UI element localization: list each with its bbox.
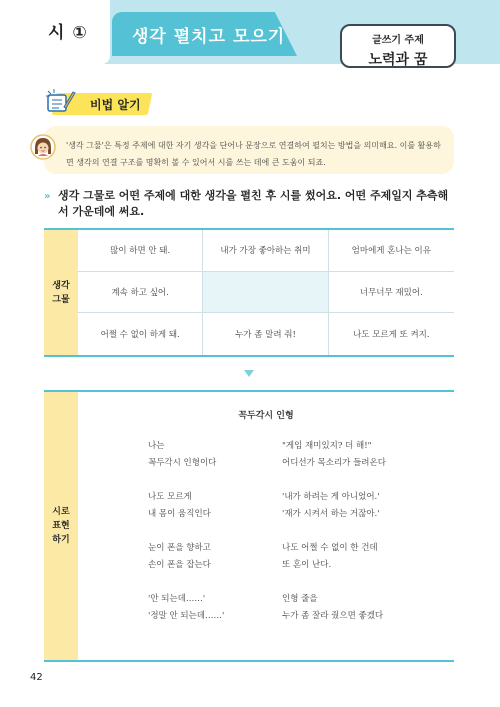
poem-line: 내 몸이 움직인다 xyxy=(148,509,211,519)
poem-stanza xyxy=(282,489,412,523)
thought-web-cell: 너무너무 재밌어. xyxy=(329,272,454,314)
thought-web-cell: 엄마에게 혼나는 이유 xyxy=(329,230,454,272)
poem-line: '정말 안 되는데……' xyxy=(148,611,225,621)
poem-line: '재가 시켜서 하는 거잖아.' xyxy=(282,509,380,519)
thought-web-cell: 계속 하고 싶어. xyxy=(78,272,203,314)
thought-web-center-answer-cell[interactable] xyxy=(203,272,328,314)
poem-line: 손이 폰을 잡는다 xyxy=(148,560,211,570)
poem-line: 꼭두각시 인형이다 xyxy=(148,458,217,468)
thought-web-cell: 누가 좀 말려 줘! xyxy=(203,313,328,355)
thought-web-cell: 어쩔 수 없이 하게 돼. xyxy=(78,313,203,355)
poem-right-column xyxy=(282,438,412,642)
poem-line: 눈이 폰을 향하고 xyxy=(148,543,211,553)
thought-web-side-header xyxy=(44,230,78,355)
poem-line: 나도 어쩔 수 없이 한 건데 xyxy=(282,543,378,553)
poem-stanza xyxy=(148,489,278,523)
notebook-pencil-icon xyxy=(44,87,76,115)
thought-web-table xyxy=(44,228,454,357)
secret-tag xyxy=(44,93,152,115)
poem-stanza xyxy=(282,591,412,625)
poem-line: 인형 줄을 xyxy=(282,594,318,604)
poem-stanza xyxy=(148,591,278,625)
writing-theme-box xyxy=(340,24,456,68)
poem-stanza xyxy=(282,540,412,574)
instruction-text: 생각 그물로 어떤 주제에 대한 생각을 펼친 후 시를 썼어요. 어떤 주제일지 추측해서 가운데에 써요. xyxy=(58,189,449,218)
info-line: '생각 그물'은 특정 주제에 대한 자기 생각을 단어나 문장으로 연결하여 펼치는 방법을 의미해요. 이를 활용하 xyxy=(66,141,441,150)
poem-line: "게임 재미있지? 더 해!" xyxy=(282,441,372,451)
info-line: 면 생각의 연결 구조를 명확히 볼 수 있어서 시를 쓰는 데에 큰 도움이 되죠. xyxy=(66,158,326,167)
poem-line: 누가 좀 잘라 줬으면 좋겠다 xyxy=(282,611,384,621)
poem-side-label: 시로 표현하기 xyxy=(52,507,70,545)
poem-line: 또 혼이 난다. xyxy=(282,560,332,570)
writing-theme-value: 노력과 꿈 xyxy=(368,52,428,68)
poem-stanza xyxy=(282,438,412,472)
page-number: 42 xyxy=(30,672,43,683)
thought-web-grid xyxy=(78,230,454,355)
info-text xyxy=(66,137,450,171)
teacher-avatar-icon xyxy=(30,134,56,160)
poem-line: '안 되는데……' xyxy=(148,594,206,604)
poem-left-column xyxy=(148,438,278,642)
down-arrow-icon xyxy=(244,370,254,377)
thought-web-side-label: 생각 그물 xyxy=(52,280,70,305)
thought-web-cell: 많이 하면 안 돼. xyxy=(78,230,203,272)
poem-line: 어디선가 목소리가 들려온다 xyxy=(282,458,386,468)
thought-web-cell: 나도 모르게 또 켜지. xyxy=(353,330,430,341)
poem-line: 나는 xyxy=(148,441,165,451)
poem-title: 꼭두각시 인형 xyxy=(238,411,294,421)
thought-web-cell: 내가 가장 좋아하는 취미 xyxy=(203,230,328,272)
writing-theme-label: 글쓰기 주제 xyxy=(372,35,424,46)
poem-line: '내가 하려는 게 아니었어.' xyxy=(282,492,380,502)
poem-stanza xyxy=(148,438,278,472)
poem-line: 나도 모르게 xyxy=(148,492,192,502)
poem-side-header xyxy=(44,392,78,660)
double-chevron-right-icon: » xyxy=(44,191,49,202)
poem-stanza xyxy=(148,540,278,574)
page-title: 생각 펼치고 모으기 xyxy=(132,27,286,47)
poem-table xyxy=(44,390,454,662)
lesson-number: 시 ① xyxy=(48,23,88,43)
secret-tag-label: 비법 알기 xyxy=(90,98,141,112)
